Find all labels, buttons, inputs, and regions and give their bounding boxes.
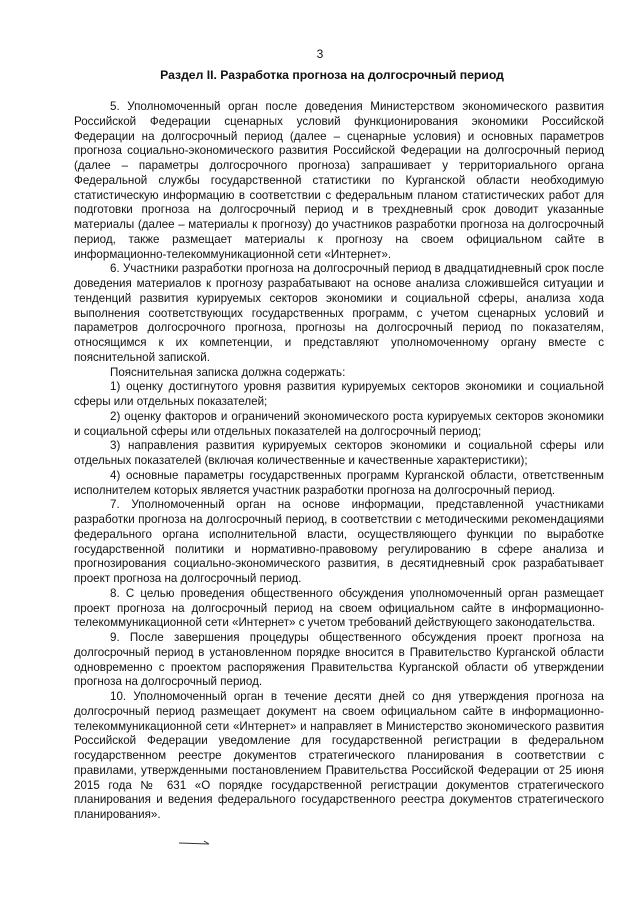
pen-mark xyxy=(178,838,212,848)
note-item-2: 2) оценку факторов и ограничений экономического роста курируемых секторов экономики и социальной сферы или отдельных показателей на долгосрочный период; xyxy=(74,409,604,438)
note-item-4: 4) основные параметры государственных программ Курганской области, ответственным исполнителем которых является участник разработки прогноза на долгосрочный период. xyxy=(74,468,604,497)
paragraph-8: 8. С целью проведения общественного обсуждения уполномоченный орган размещает проект прогноза на долгосрочный период на своем официальном сайте в информационно-телекоммуникационной сети «Интернет» с учетом требований действующего законодательства. xyxy=(74,586,604,630)
page-number: 3 xyxy=(316,47,324,61)
note-item-3: 3) направления развития курируемых секторов экономики и социальной сферы или отдельных показателей (включая количественные и качественные характеристики); xyxy=(74,439,604,467)
section-title: Раздел II. Разработка прогноза на долгосрочный период xyxy=(160,68,504,82)
paragraph-10: 10. Уполномоченный орган в течение десяти дней со дня утверждения прогноза на долгосрочный период размещает документ на своем официальном сайте в информационно-телекоммуникационной сети «Интернет» и направляет в Министерство экономического развития Российской Федерации уведомление для государственной регистрации в федеральном государственном реестре документов стратегического планирования в соответствии с правилами, утвержденными постановлением Правительства Российской Федерации от 25 июня 2015 года № 631 «О порядке государственной регистрации документов стратегического планирования и ведения федерального государственного реестра документов стратегического планирования». xyxy=(74,690,604,821)
paragraph-9: 9. После завершения процедуры общественного обсуждения проект прогноза на долгосрочный период в установленном порядке вносится в Правительство Курганской области одновременно с проектом распоряжения Правительства Курганской области об утверждении прогноза на долгосрочный период. xyxy=(74,631,604,689)
note-item-1: 1) оценку достигнутого уровня развития курируемых секторов экономики и социальной сферы или отдельных показателей; xyxy=(74,380,604,408)
paragraph-5: 5. Уполномоченный орган после доведения Министерством экономического развития Российской Федерации сценарных условий функционирования экономики Российской Федерации на долгосрочный период (далее – сценарные условия) и основных параметров прогноза социально-экономического развития Российской Федерации на долгосрочный период (далее – параметры долгосрочного прогноза) запрашивает у территориального органа Федеральной службы государственной статистики по Курганской области необходимую статистическую информацию в соответствии с федеральным планом статистических работ для подготовки прогноза на долгосрочный период и в трехдневный срок доводит указанные материалы (далее – материалы к прогнозу) до участников разработки прогноза на долгосрочный период, также размещает материалы к прогнозу на своем официальном сайте в информационно-телекоммуникационной сети «Интернет». xyxy=(74,100,604,261)
paragraph-6: 6. Участники разработки прогноза на долгосрочный период в двадцатидневный срок после доведения материалов к прогнозу разрабатывают на основе анализа сложившейся ситуации и тенденций развития курируемых секторов экономики и социальной сферы, анализа хода выполнения соответствующих государственных программ, с учетом сценарных условий и параметров долгосрочного прогноза, прогнозы на долгосрочный период по показателям, относящимся к их компетенции, и представляют уполномоченному органу вместе с пояснительной запиской. xyxy=(74,262,604,364)
paragraph-7: 7. Уполномоченный орган на основе информации, представленной участниками разработки прогноза на долгосрочный период, в соответствии с методическими рекомендациями федерального органа исполнительной власти, осуществляющего функции по выработке государственной политики и нормативно-правовому регулированию в сфере анализа и прогнозирования социально-экономического развития, в десятидневный срок разрабатывает проект прогноза на долгосрочный период. xyxy=(74,498,604,585)
note-intro: Пояснительная записка должна содержать: xyxy=(110,365,346,379)
document-body xyxy=(74,100,604,823)
